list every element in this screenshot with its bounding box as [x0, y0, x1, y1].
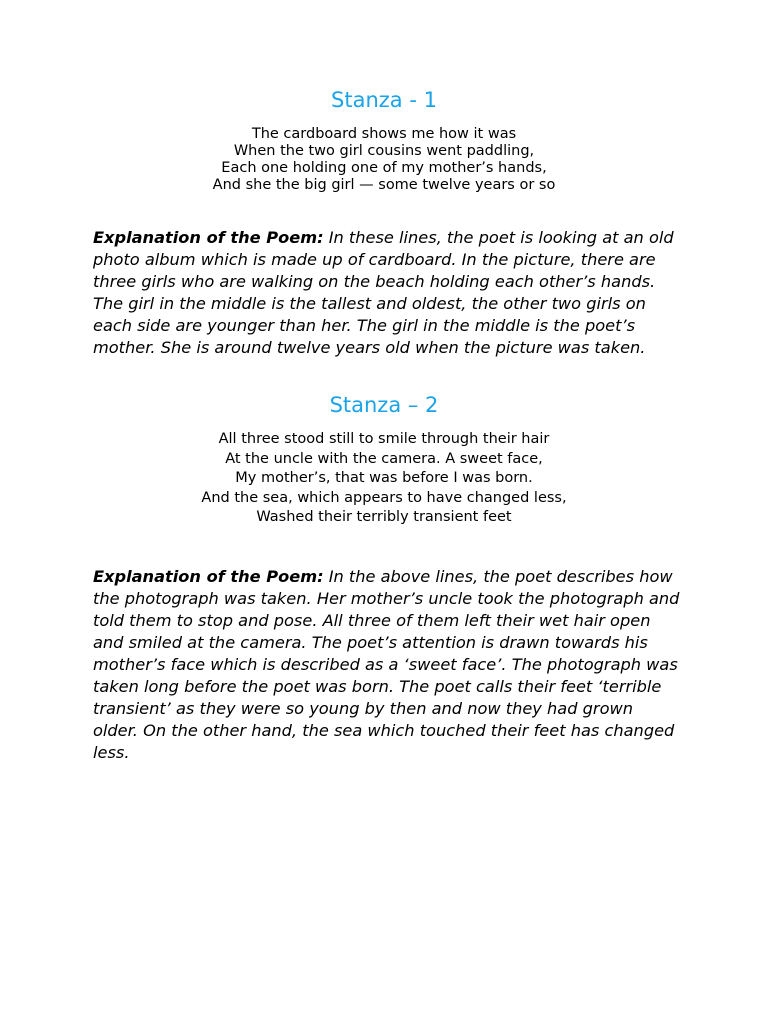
verse-line: My mother’s, that was before I was born. [235, 470, 533, 487]
verse-line: When the two girl cousins went paddling, [233, 143, 535, 159]
stanza-2-title: Stanza – 2 [329, 393, 439, 417]
stanza-1-title: Stanza - 1 [331, 88, 437, 112]
verse-line: At the uncle with the camera. A sweet face, [225, 450, 543, 467]
explanation-text: In the above lines, the poet describes how the photograph was taken. Her mother’s uncle took the photograph and told them to stop and pose. All three of them left their wet hair open and smiled at the camera. The poet’s attention is drawn towards his mother’s face which is described as a ‘sweet face’. The photograph was taken long before the poet was born. The poet calls their feet ‘terrible transient’ as they were so young by then and now they had grown older. On the other hand, the sea which touched their feet has changed less. [93, 567, 680, 762]
verse-line: The cardboard shows me how it was [251, 126, 517, 142]
verse-line: And she the big girl — some twelve years or so [212, 177, 556, 193]
verse-line: Washed their terribly transient feet [256, 509, 512, 526]
stanza-2-verse [0, 430, 768, 528]
explanation-label: Explanation of the Poem: [93, 567, 324, 586]
verse-line: Each one holding one of my mother’s hands, [221, 160, 547, 176]
explanation-label: Explanation of the Poem: [93, 228, 324, 247]
explanation-text: In these lines, the poet is looking at an old photo album which is made up of cardboard. In the picture, there are three girls who are walking on the beach holding each other’s hands. The girl in the middle is the tallest and oldest, the other two girls on each side are younger than her. The girl in the middle is the poet’s mother. She is around twelve years old when the picture was taken. [93, 228, 674, 357]
verse-line: All three stood still to smile through their hair [218, 431, 550, 447]
verse-line: And the sea, which appears to have changed less, [201, 489, 567, 506]
stanza-1-verse [0, 126, 768, 194]
stanza-2-explanation [93, 566, 683, 764]
stanza-1-explanation [93, 227, 683, 359]
